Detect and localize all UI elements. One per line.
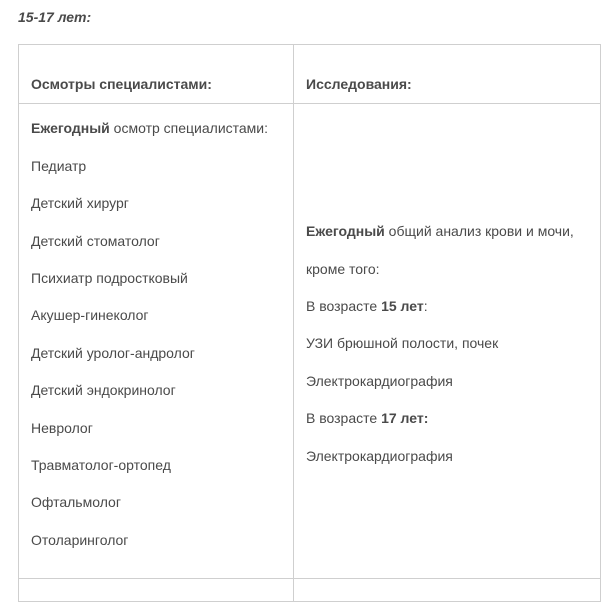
list-item: Психиатр подростковый xyxy=(31,269,188,286)
list-item: Электрокардиография xyxy=(306,372,453,389)
studies-age17 xyxy=(306,409,600,427)
list-item: Невролог xyxy=(31,419,93,436)
table-footer-row xyxy=(19,578,601,601)
list-item: Педиатр xyxy=(31,157,87,174)
studies-cell xyxy=(294,104,601,578)
list-item: Детский стоматолог xyxy=(31,232,160,249)
studies-list xyxy=(294,198,600,464)
age17-bold: 17 лет: xyxy=(381,410,429,427)
specialists-cell xyxy=(19,104,294,578)
age15-prefix: В возрасте xyxy=(306,298,382,315)
studies-intro-rest: общий анализ крови и мочи, xyxy=(384,223,574,240)
footer-cell-right xyxy=(294,578,601,601)
header-studies: Исследования: xyxy=(294,45,601,104)
studies-age15 xyxy=(306,297,600,315)
table-body-row xyxy=(19,104,601,578)
list-item: Акушер-гинеколог xyxy=(31,307,149,324)
list-item: Электрокардиография xyxy=(306,447,453,464)
specialists-list xyxy=(19,104,293,548)
table-header-row xyxy=(19,45,601,104)
section-heading: 15-17 лет: xyxy=(18,9,92,25)
specialists-intro-rest: осмотр специалистами: xyxy=(109,120,269,137)
list-item: УЗИ брюшной полости, почек xyxy=(306,335,499,352)
list-item: Детский эндокринолог xyxy=(31,382,176,399)
specialists-intro-bold: Ежегодный xyxy=(31,120,110,137)
header-specialists: Осмотры специалистами: xyxy=(19,45,294,104)
schedule-table xyxy=(18,44,601,602)
age15-bold: 15 лет xyxy=(381,298,424,315)
age17-prefix: В возрасте xyxy=(306,410,382,427)
footer-cell-left xyxy=(19,578,294,601)
list-item: Травматолог-ортопед xyxy=(31,456,171,473)
specialists-intro xyxy=(31,119,293,137)
list-item: Офтальмолог xyxy=(31,494,121,511)
list-item: Отоларинголог xyxy=(31,531,129,548)
list-item: Детский уролог-андролог xyxy=(31,344,195,361)
studies-intro-bold: Ежегодный xyxy=(306,223,385,240)
studies-intro xyxy=(306,222,600,240)
age15-suffix: : xyxy=(423,298,428,315)
list-item: Детский хирург xyxy=(31,195,129,212)
studies-besides: кроме того: xyxy=(306,260,380,277)
